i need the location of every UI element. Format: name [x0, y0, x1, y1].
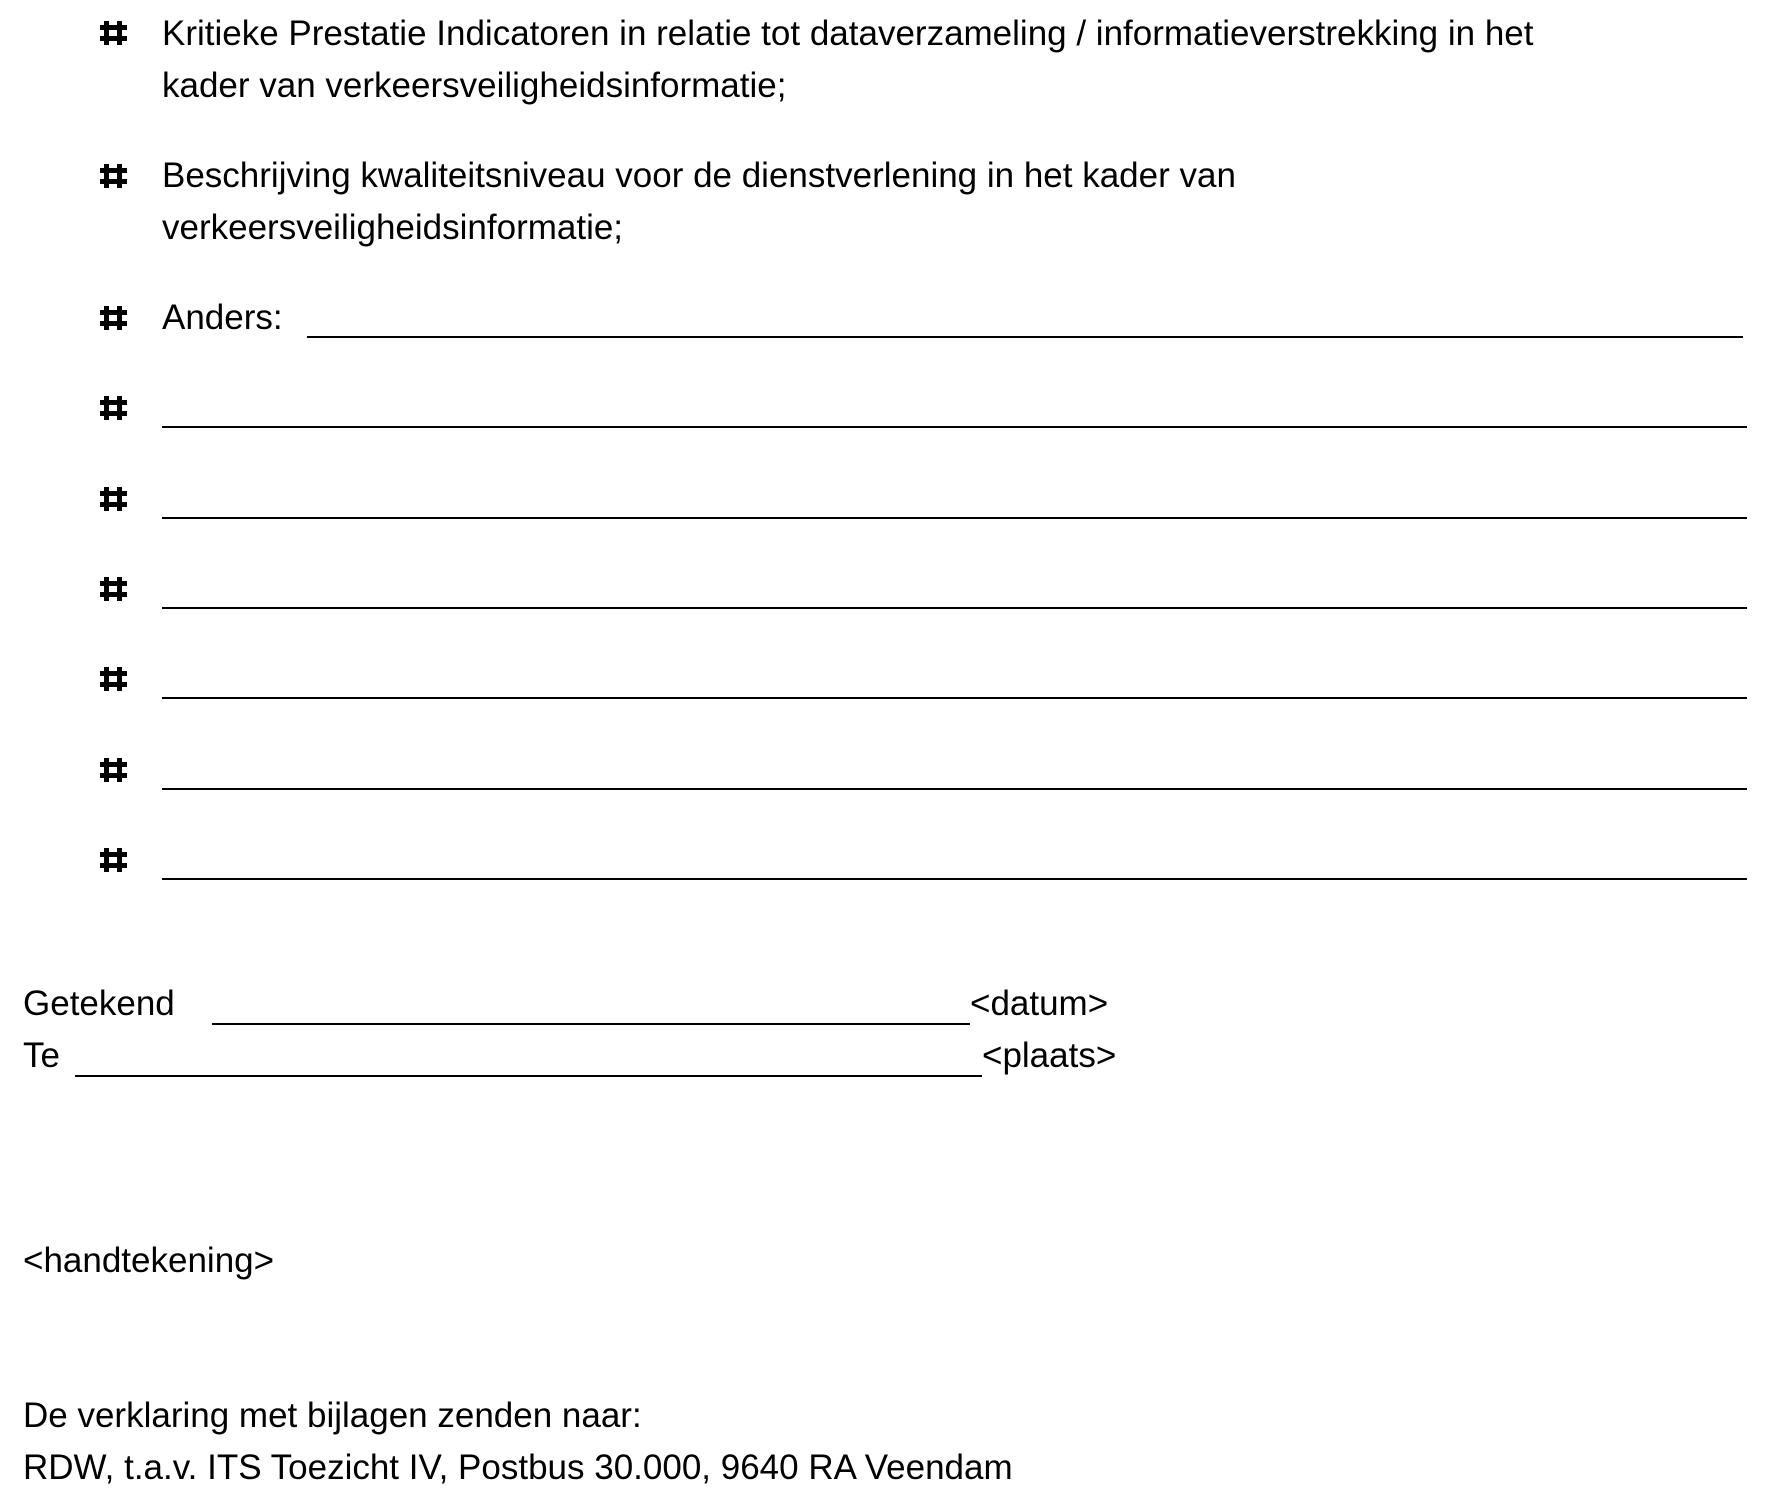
recipient-address: RDW, t.a.v. ITS Toezicht IV, Postbus 30.000, 9640 RA Veendam — [23, 1448, 1013, 1487]
checklist-item-1-line-1: Kritieke Prestatie Indicatoren in relatie tot dataverzameling / informatieverstrekking in het — [162, 14, 1534, 53]
checkbox-hash-icon[interactable] — [99, 303, 129, 333]
blank-input-line[interactable] — [162, 697, 1747, 699]
checkbox-hash-icon[interactable] — [99, 393, 129, 423]
date-placeholder: <datum> — [970, 984, 1109, 1023]
checkbox-hash-icon[interactable] — [99, 755, 129, 785]
send-instruction: De verklaring met bijlagen zenden naar: — [23, 1396, 642, 1435]
checkbox-hash-icon[interactable] — [99, 161, 129, 191]
other-label: Anders: — [162, 298, 283, 337]
date-input-line[interactable] — [212, 1023, 970, 1025]
checkbox-hash-icon[interactable] — [99, 18, 129, 48]
checklist-item-2-line-1: Beschrijving kwaliteitsniveau voor de dienstverlening in het kader van — [162, 156, 1236, 195]
other-input-line[interactable] — [307, 336, 1743, 338]
blank-input-line[interactable] — [162, 878, 1747, 880]
blank-input-line[interactable] — [162, 607, 1747, 609]
checkbox-hash-icon[interactable] — [99, 664, 129, 694]
blank-input-line[interactable] — [162, 426, 1747, 428]
checklist-item-2-line-2: verkeersveiligheidsinformatie; — [162, 208, 624, 247]
signature-placeholder: <handtekening> — [23, 1241, 275, 1280]
blank-input-line[interactable] — [162, 788, 1747, 790]
place-placeholder: <plaats> — [982, 1036, 1117, 1075]
place-input-line[interactable] — [75, 1075, 982, 1077]
checklist-item-1-line-2: kader van verkeersveiligheidsinformatie; — [162, 66, 787, 105]
checkbox-hash-icon[interactable] — [99, 845, 129, 875]
checkbox-hash-icon[interactable] — [99, 574, 129, 604]
place-label: Te — [23, 1036, 60, 1075]
blank-input-line[interactable] — [162, 517, 1747, 519]
checkbox-hash-icon[interactable] — [99, 484, 129, 514]
signed-label: Getekend — [23, 984, 175, 1023]
